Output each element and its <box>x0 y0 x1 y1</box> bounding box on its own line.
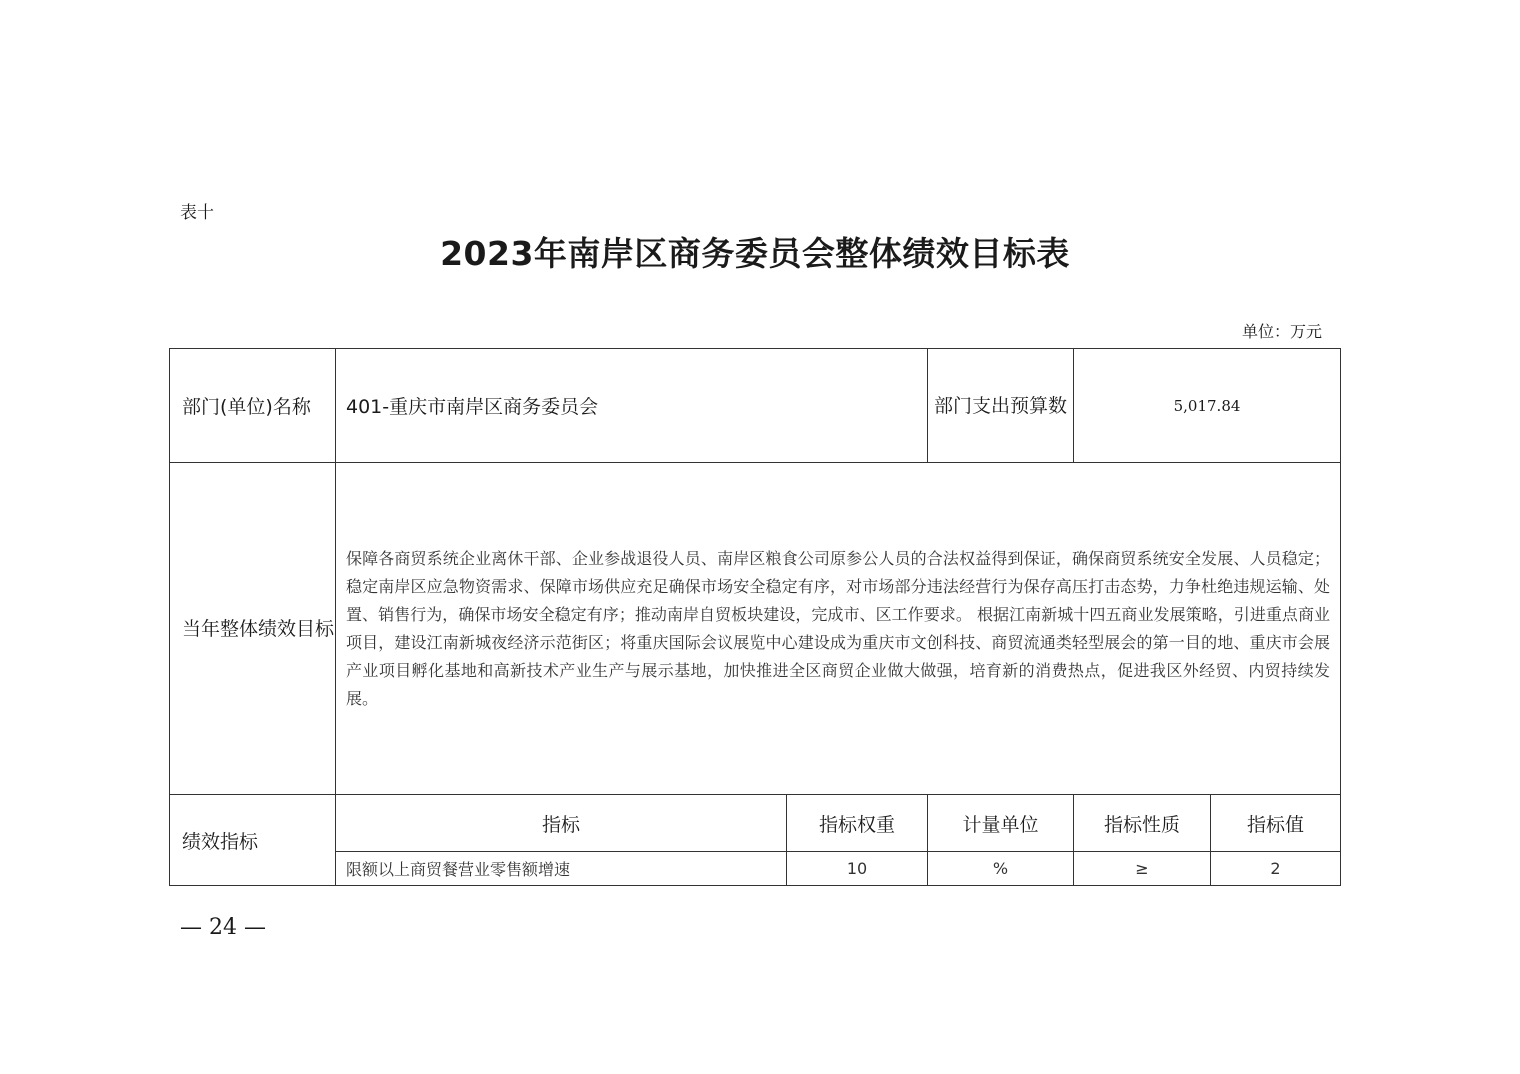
department-label: 部门(单位)名称 <box>170 349 336 463</box>
header-unit: 计量单位 <box>928 795 1074 852</box>
indicator-name: 限额以上商贸餐营业零售额增速 <box>336 852 787 886</box>
budget-value: 5,017.84 <box>1074 349 1341 463</box>
table-label: 表十 <box>180 203 214 223</box>
indicator-header-row <box>170 795 1341 852</box>
department-row <box>170 349 1341 463</box>
page-number: — 24 — <box>180 915 266 940</box>
header-indicator: 指标 <box>336 795 787 852</box>
annual-goal-row <box>170 463 1341 795</box>
indicator-value: 2 <box>1211 852 1341 886</box>
budget-label: 部门支出预算数 <box>928 349 1074 463</box>
indicator-weight: 10 <box>787 852 928 886</box>
page-title: 2023年南岸区商务委员会整体绩效目标表 <box>440 234 1070 273</box>
indicators-label: 绩效指标 <box>170 795 336 886</box>
annual-goal-label: 当年整体绩效目标 <box>170 463 336 795</box>
annual-goal-text: 保障各商贸系统企业离休干部、企业参战退役人员、南岸区粮食公司原参公人员的合法权益得到保证，确保商贸系统安全发展、人员稳定；稳定南岸区应急物资需求、保障市场供应充足确保市场安全稳定有序，对市场部分违法经营行为保存高压打击态势，力争杜绝违规运输、处置、销售行为，确保市场安全稳定有序；推动南岸自贸板块建设，完成市、区工作要求。 根据江南新城十四五商业发展策略，引进重点商业项目，建设江南新城夜经济示范街区；将重庆国际会议展览中心建设成为重庆市文创科技、商贸流通类轻型展会的第一目的地、重庆市会展产业项目孵化基地和高新技术产业生产与展示基地，加快推进全区商贸企业做大做强，培育新的消费热点，促进我区外经贸、内贸持续发展。 <box>336 463 1341 795</box>
indicator-nature: ≥ <box>1074 852 1211 886</box>
table-row <box>170 852 1341 886</box>
unit-note: 单位：万元 <box>1242 322 1323 341</box>
header-weight: 指标权重 <box>787 795 928 852</box>
department-name: 401-重庆市南岸区商务委员会 <box>336 349 928 463</box>
indicator-unit: % <box>928 852 1074 886</box>
header-value: 指标值 <box>1211 795 1341 852</box>
performance-table <box>169 348 1341 886</box>
header-nature: 指标性质 <box>1074 795 1211 852</box>
